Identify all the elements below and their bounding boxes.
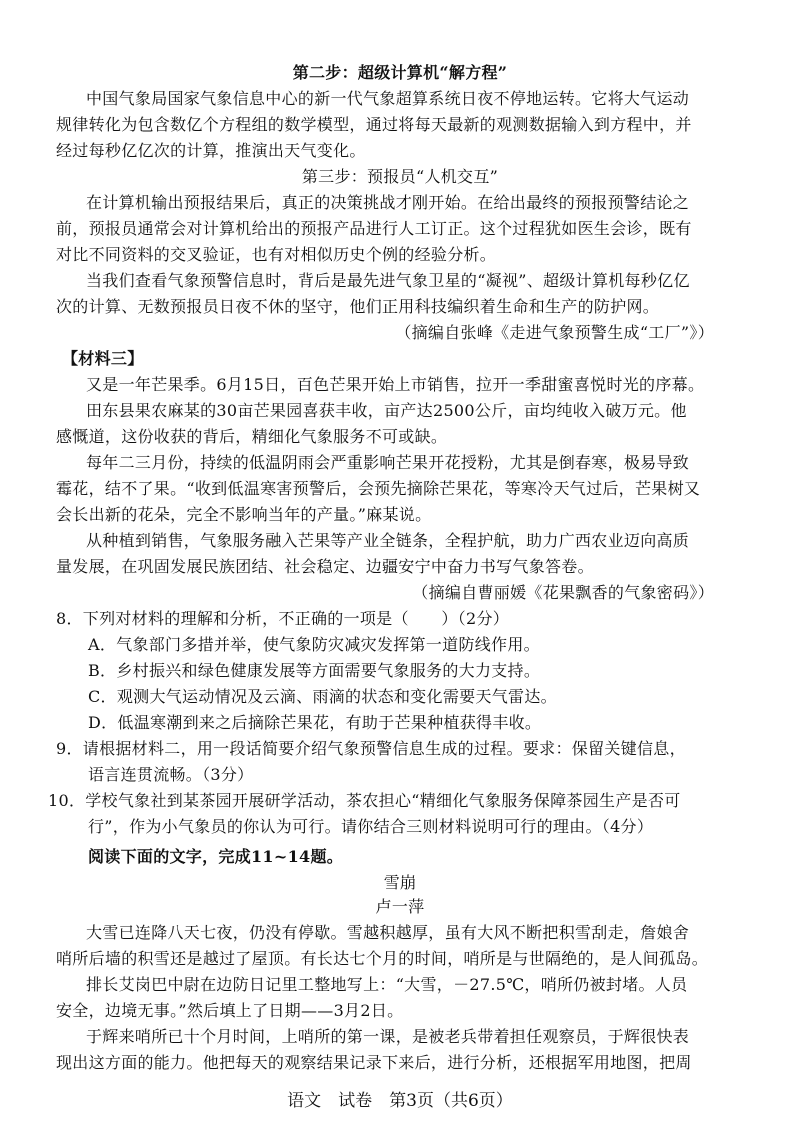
step3-line-2: 前，预报员通常会对计算机给出的预报产品进行人工订正。这个过程犹如医生会诊，既有: [56, 219, 692, 238]
material3-source: （摘编自曹丽媛《花果飘香的气象密码》）: [412, 583, 714, 602]
material3-line-6: 会长出新的花朵，完全不影响当年的产量。”麻某说。: [56, 505, 432, 524]
material2-source: （摘编自张峰《走进气象预警生成“工厂”》）: [395, 323, 714, 342]
material3-line-8: 量发展，在巩固发展民族团结、社会稳定、边疆安宁中奋力书写气象答卷。: [56, 557, 594, 576]
question-8: 8．下列对材料的理解和分析，不正确的一项是（ ）（2分）: [56, 609, 510, 628]
material3-line-7: 从种植到销售，气象服务融入芒果等产业全链条，全程护航，助力广西农业迈向高质: [86, 531, 690, 550]
step3-line-3: 对比不同资料的交叉验证，也有对相似历史个例的经验分析。: [56, 245, 497, 264]
material3-line-5: 霉花，结不了果。“收到低温寒害预警后，会预先摘除芒果花，等寒冷天气过后，芒果树又: [56, 479, 701, 498]
story-line-2: 哨所后墙的积雪还是越过了屋顶。有长达七个月的时间，哨所是与世隔绝的，是人间孤岛。: [56, 949, 709, 968]
page-footer: 语文 试卷 第3页（共6页）: [287, 1091, 513, 1111]
q8-option-b: B．乡村振兴和绿色健康发展等方面需要气象服务的大力支持。: [88, 661, 541, 680]
step2-line-2: 规律转化为包含数亿个方程组的数学模型，通过将每天最新的观测数据输入到方程中，并: [56, 115, 692, 134]
closing-line-2: 次的计算、无数预报员日夜不休的坚守，他们正用科技编织着生命和生产的防护网。: [56, 297, 660, 316]
q8-option-d: D．低温寒潮到来之后摘除芒果花，有助于芒果种植获得丰收。: [88, 713, 542, 732]
reading-intro: 阅读下面的文字，完成11~14题。: [88, 847, 344, 866]
story-line-5: 于辉来哨所已十个月时间，上哨所的第一课，是被老兵带着担任观察员，于辉很快表: [86, 1027, 690, 1046]
question-9-line-2: 语言连贯流畅。（3分）: [88, 765, 254, 784]
material3-line-1: 又是一年芒果季。6月15日，百色芒果开始上市销售，拉开一季甜蜜喜悦时光的序幕。: [86, 375, 705, 394]
story-line-1: 大雪已连降八天七夜，仍没有停歇。雪越积越厚，虽有大风不断把积雪刮走，詹娘舍: [86, 923, 690, 942]
story-line-6: 现出这方面的能力。他把每天的观察结果记录下来后，进行分析，还根据军用地图，把周: [56, 1053, 692, 1072]
closing-line-1: 当我们查看气象预警信息时，背后是最先进气象卫星的“凝视”、超级计算机每秒亿亿: [86, 271, 690, 290]
step3-title: 第三步：预报员“人机交互”: [301, 167, 499, 186]
material3-heading: 【材料三】: [62, 349, 144, 368]
step2-line-3: 经过每秒亿亿次的计算，推演出天气变化。: [56, 141, 366, 160]
question-10-line-2: 行”，作为小气象员的你认为可行。请你结合三则材料说明可行的理由。（4分）: [88, 817, 654, 836]
story-line-4: 安全，边境无事。”然后填上了日期——3月2日。: [56, 1001, 404, 1020]
story-author: 卢一萍: [375, 897, 425, 916]
question-10-line-1: 10．学校气象社到某茶园开展研学活动，茶农担心“精细化气象服务保障茶园生产是否可: [48, 791, 681, 810]
step2-line-1: 中国气象局国家气象信息中心的新一代气象超算系统日夜不停地运转。它将大气运动: [86, 89, 690, 108]
story-title: 雪崩: [383, 873, 417, 892]
story-line-3: 排长艾岗巴中尉在边防日记里工整地写上：“大雪，－27.5℃，哨所仍被封堵。人员: [86, 975, 688, 994]
material3-line-4: 每年二三月份，持续的低温阴雨会严重影响芒果开花授粉，尤其是倒春寒，极易导致: [86, 453, 690, 472]
q8-option-c: C．观测大气运动情况及云滴、雨滴的状态和变化需要天气雷达。: [88, 687, 557, 706]
q8-option-a: A．气象部门多措并举，使气象防灾减灾发挥第一道防线作用。: [88, 635, 540, 654]
step2-title: 第二步：超级计算机“解方程”: [292, 63, 508, 82]
question-9-line-1: 9．请根据材料二，用一段话简要介绍气象预警信息生成的过程。要求：保留关键信息，: [56, 739, 686, 758]
material3-line-2: 田东县果农麻某的30亩芒果园喜获丰收，亩产达2500公斤，亩均纯收入破万元。他: [86, 401, 687, 420]
step3-line-1: 在计算机输出预报结果后，真正的决策挑战才刚开始。在给出最终的预报预警结论之: [86, 193, 690, 212]
material3-line-3: 感慨道，这份收获的背后，精细化气象服务不可或缺。: [56, 427, 448, 446]
